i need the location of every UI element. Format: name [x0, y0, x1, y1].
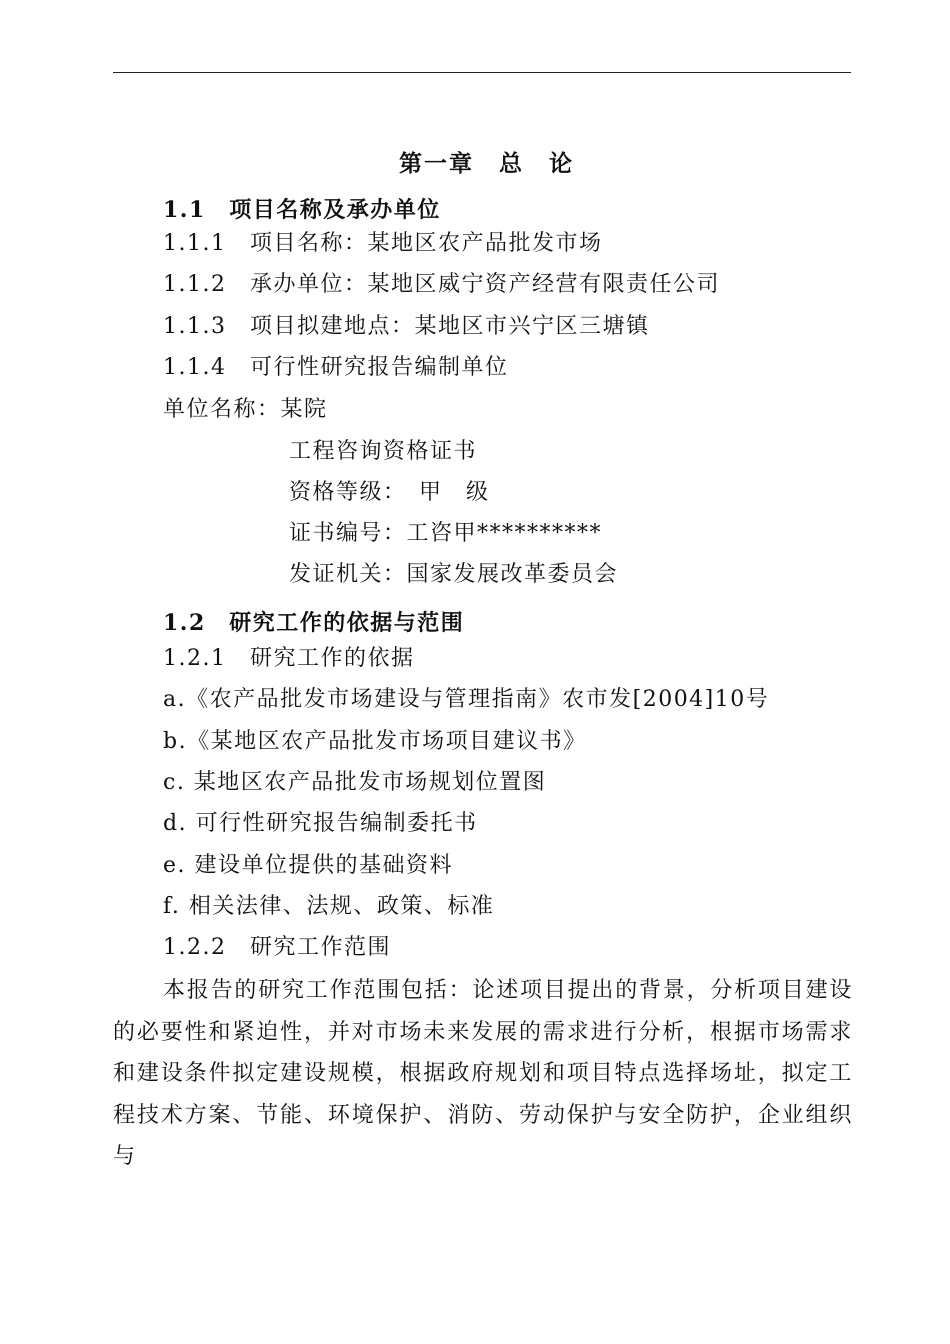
item-1-1-3: 1.1.3 项目拟建地点：某地区市兴宁区三塘镇: [163, 314, 650, 339]
basis-item-e: e. 建设单位提供的基础资料: [163, 853, 454, 878]
subsection-1-2-2: 1.2.2 研究工作范围: [163, 935, 391, 960]
chapter-title: 第一章 总 论: [399, 150, 574, 177]
header-rule: [113, 72, 851, 73]
scope-paragraph: 本报告的研究工作范围包括：论述项目提出的背景，分析项目建设的必要性和紧迫性，并对市场未来发展的需求进行分析，根据市场需求和建设条件拟定建设规模，根据政府规划和项目特点选择场址，拟定工程技术方案、节能、环境保护、消防、劳动保护与安全防护，企业组织与: [113, 978, 853, 1169]
basis-item-b: b.《某地区农产品批发市场项目建议书》: [163, 729, 587, 754]
cert-number: 证书编号：工咨甲**********: [289, 521, 603, 546]
cert-issuer: 发证机关：国家发展改革委员会: [289, 562, 619, 587]
basis-item-a: a.《农产品批发市场建设与管理指南》农市发[2004]10号: [163, 687, 770, 712]
section-heading-1-1: 1.1 项目名称及承办单位: [163, 197, 441, 223]
basis-item-d: d. 可行性研究报告编制委托书: [163, 811, 478, 836]
item-1-1-1: 1.1.1 项目名称：某地区农产品批发市场: [163, 231, 603, 256]
basis-item-c: c. 某地区农产品批发市场规划位置图: [163, 770, 547, 795]
item-1-1-2: 1.1.2 承办单位：某地区威宁资产经营有限责任公司: [163, 272, 720, 297]
subsection-1-2-1: 1.2.1 研究工作的依据: [163, 646, 415, 671]
section-heading-1-2: 1.2 研究工作的依据与范围: [163, 610, 465, 636]
cert-title: 工程咨询资格证书: [289, 439, 478, 464]
cert-grade: 资格等级： 甲 级: [289, 480, 490, 505]
item-1-1-4: 1.1.4 可行性研究报告编制单位: [163, 355, 509, 380]
unit-name: 单位名称：某院: [163, 397, 328, 422]
basis-item-f: f. 相关法律、法规、政策、标准: [163, 894, 495, 919]
